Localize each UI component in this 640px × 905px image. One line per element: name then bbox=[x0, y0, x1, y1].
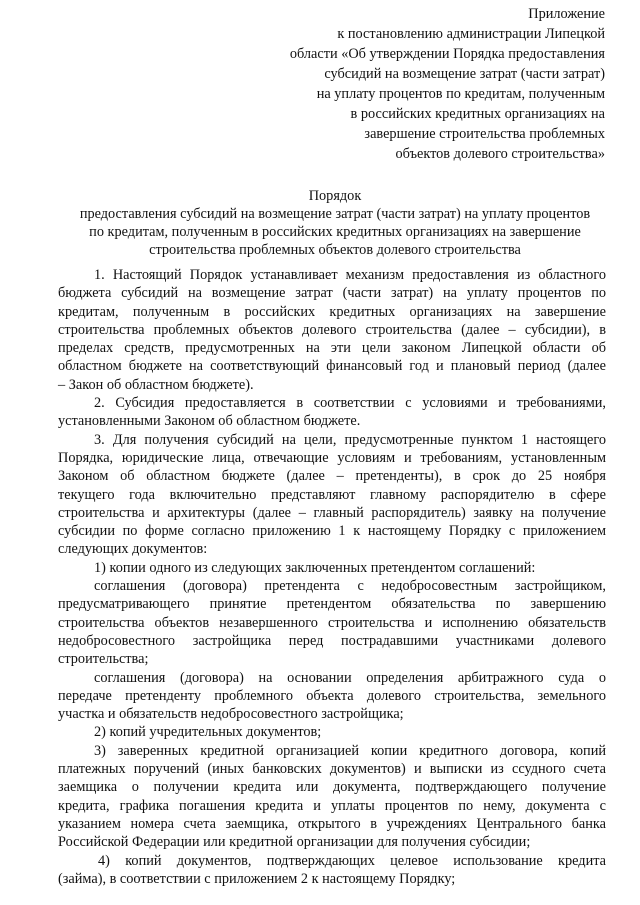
appendix-line: Приложение bbox=[528, 6, 605, 22]
appendix-line: субсидий на возмещение затрат (части затрат) bbox=[324, 66, 605, 82]
appendix-line: объектов долевого строительства» bbox=[395, 146, 605, 162]
body-line: следующих документов: bbox=[58, 541, 208, 558]
body-line: передаче претенденту проблемного объекта долевого строительства, земельного bbox=[58, 687, 606, 704]
body-line: участка и обязательств недобросовестного застройщика; bbox=[58, 706, 404, 723]
appendix-line: на уплату процентов по кредитам, полученным bbox=[316, 86, 605, 102]
body-line: – Закон об областном бюджете). bbox=[58, 376, 254, 393]
body-line: областном бюджете на соответствующий финансовый год и плановый период (далее bbox=[58, 358, 606, 375]
appendix-header bbox=[245, 4, 605, 164]
body-line: строительства; bbox=[58, 651, 149, 668]
body-line: платежных поручений (иных банковских документов) и выписки из ссудного счета bbox=[58, 761, 606, 778]
body-line: (займа), в соответствии с приложением 2 к настоящему Порядку; bbox=[58, 870, 456, 887]
body-line: строительства проблемных объектов долевого строительства (далее – субсидии), в bbox=[58, 321, 606, 338]
body-line: 1) копии одного из следующих заключенных претендентом соглашений: bbox=[94, 559, 536, 576]
body-line: 2) копий учредительных документов; bbox=[94, 724, 322, 741]
subtitle-line: предоставления субсидий на возмещение затрат (части затрат) на уплату процентов bbox=[79, 206, 591, 222]
appendix-line: завершение строительства проблемных bbox=[364, 126, 605, 142]
body-line: строительства объектов незавершенного строительства и исполнению обязательств bbox=[58, 614, 606, 631]
document-title: Порядок bbox=[308, 188, 362, 204]
document-body bbox=[58, 266, 606, 888]
appendix-line: к постановлению администрации Липецкой bbox=[337, 26, 605, 42]
body-line: Порядка, юридические лица, отвечающие условиям и требованиям, установленным bbox=[58, 449, 606, 466]
body-line: указанием номера счета заемщика, открытого в учреждениях Центрального банка bbox=[58, 815, 606, 832]
document-subtitle bbox=[40, 205, 630, 259]
body-line: текущего года включительно представляют главному распорядителю в сфере bbox=[58, 486, 606, 503]
body-line: соглашения (договора) претендента с недобросовестным застройщиком, bbox=[94, 578, 606, 595]
body-line: предусматривающего принятие претендентом обязательства по завершению bbox=[58, 596, 606, 613]
body-line: кредита, графика погашения кредита и уплаты процентов по нему, документа с bbox=[58, 797, 606, 814]
body-line: бюджета субсидий на возмещение затрат (части затрат) на уплату процентов по bbox=[58, 285, 606, 302]
body-line: Законом об областном бюджете (далее – претенденты), в срок до 25 ноября bbox=[58, 468, 606, 485]
body-line: 3. Для получения субсидий на цели, предусмотренные пунктом 1 настоящего bbox=[94, 431, 606, 448]
body-line: соглашения (договора) на основании определения арбитражного суда о bbox=[94, 669, 606, 686]
appendix-line: области «Об утверждении Порядка предоставления bbox=[289, 46, 605, 62]
subtitle-line: по кредитам, полученным в российских кредитных организациях на завершение bbox=[89, 224, 581, 240]
body-line: недобросовестного застройщика перед пострадавшими участниками долевого bbox=[58, 632, 606, 649]
body-line: 2. Субсидия предоставляется в соответствии с условиями и требованиями, bbox=[94, 395, 606, 412]
body-line: заемщика о получении кредита или документа, подтверждающего получение bbox=[58, 779, 606, 796]
body-line: Российской Федерации или кредитной организации для получения субсидии; bbox=[58, 834, 531, 851]
body-line: установленными Законом об областном бюджете. bbox=[58, 413, 361, 430]
body-line: 1. Настоящий Порядок устанавливает механизм предоставления из областного bbox=[94, 267, 606, 283]
body-line: строительства и архитектуры (далее – главный распорядитель) заявку на получение bbox=[58, 504, 606, 521]
body-line: 3) заверенных кредитной организацией копии кредитного договора, копий bbox=[94, 742, 606, 759]
body-line: субсидии по форме согласно приложению 1 к настоящему Порядку с приложением bbox=[58, 523, 606, 540]
body-line: 4) копий документов, подтверждающих целевое использование кредита bbox=[98, 852, 606, 869]
body-line: пределах средств, предусмотренных на эти цели законом Липецкой области об bbox=[58, 340, 606, 357]
body-line: кредитам, полученным в российских кредитных организациях на завершение bbox=[58, 303, 606, 320]
subtitle-line: строительства проблемных объектов долевого строительства bbox=[149, 242, 521, 258]
appendix-line: в российских кредитных организациях на bbox=[350, 106, 605, 122]
